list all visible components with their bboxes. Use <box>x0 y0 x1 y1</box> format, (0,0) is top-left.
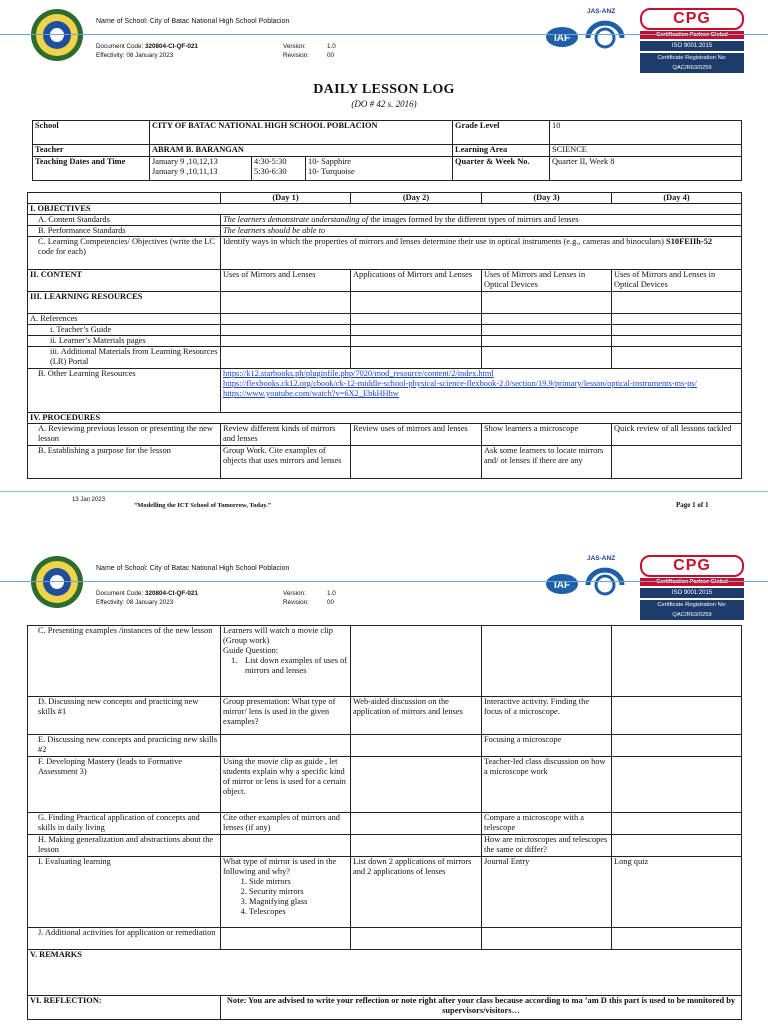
cert-registration <box>640 53 744 73</box>
competencies-text: Identify ways in which the properties of mirrors and lenses determine their use in optical instruments (e.g., cameras and binoculars) <box>223 237 667 246</box>
page-subtitle: (DO # 42 s. 2016) <box>351 99 417 109</box>
resource-link-1[interactable]: https://k12.starbooks.ph/pluginfile.php/7020/mod_resource/content/2/index.html <box>223 369 494 378</box>
learners-pages-label: ii. Learner’s Materials pages <box>28 336 221 347</box>
learning-area-label: Learning Area <box>453 145 550 157</box>
additional-materials-label: iii. Additional Materials from Learning Resources (LR) Portal <box>28 347 221 369</box>
content-day2: Applications of Mirrors and Lenses <box>351 270 482 292</box>
cert-reg-value: QAC/R63/0259 <box>672 65 712 71</box>
procedure-i-day3: Journal Entry <box>482 857 612 928</box>
content-heading: II. CONTENT <box>28 270 221 292</box>
jas-anz-text: JAS-ANZ <box>587 555 616 562</box>
procedure-j-label: J. Additional activities for application or remediation <box>28 928 221 950</box>
version-block <box>283 42 336 60</box>
cert-reg-value: QAC/R63/0259 <box>672 612 712 618</box>
procedure-g-day3: Compare a microscope with a telescope <box>482 813 612 835</box>
version-block <box>283 589 336 607</box>
procedure-i-day1 <box>221 857 351 928</box>
doc-code-value: 320804-CI-QF-021 <box>145 590 198 597</box>
header-divider <box>0 581 768 582</box>
day3-header: (Day 3) <box>482 193 612 204</box>
other-resources-links <box>221 369 742 413</box>
list-item: 2. Security mirrors <box>249 887 348 897</box>
time-line-1: 4:30-5:30 <box>254 157 287 166</box>
cert-reg-label: Certificate Registration No: <box>657 55 727 61</box>
document-code <box>96 589 198 607</box>
procedure-f-label: F. Developing Mastery (leads to Formative Assessment 3) <box>28 757 221 813</box>
competencies-label: C. Learning Competencies/ Objectives (write the LC code for each) <box>28 237 221 270</box>
cert-registration <box>640 600 744 620</box>
procedure-c-day1-item-text: List down examples of uses of mirrors and lenses <box>245 656 348 675</box>
procedure-c-day1 <box>221 626 351 697</box>
procedure-g-day1: Cite other examples of mirrors and lenses (if any) <box>221 813 351 835</box>
cpg-subtitle: Certification Partner Global <box>640 578 744 586</box>
page2-header <box>0 547 768 629</box>
references-label: A. References <box>28 314 221 325</box>
cert-reg-label: Certificate Registration No: <box>657 602 727 608</box>
footer-divider <box>0 491 768 492</box>
quarter-value: Quarter II, Week 8 <box>550 157 742 181</box>
resource-link-3[interactable]: https://www.youtube.com/watch?v=6X2_EbkHHhw <box>223 389 399 398</box>
procedure-f-day3: Teacher-led class discussion on how a microscope work <box>482 757 612 813</box>
list-item: 3. Magnifying glass <box>249 897 348 907</box>
teacher-label: Teacher <box>33 145 150 157</box>
resources-heading: III. LEARNING RESOURCES <box>28 292 221 314</box>
content-day3: Uses of Mirrors and Lenses in Optical Devices <box>482 270 612 292</box>
school-name-text: Name of School: City of Batac National High School Poblacion <box>96 18 290 25</box>
version-label: Version: <box>283 43 306 50</box>
list-item: 4. Telescopes <box>249 907 348 917</box>
document-code <box>96 42 198 60</box>
procedure-a-day2: Review uses of mirrors and lenses <box>351 424 482 446</box>
procedure-c-day1-item <box>223 656 348 676</box>
iaf-logo-icon <box>545 573 579 595</box>
jas-anz-logo-icon <box>580 561 630 599</box>
reflection-heading: VI. REFLECTION: <box>28 996 221 1020</box>
procedure-i-label: I. Evaluating learning <box>28 857 221 928</box>
iso-badge: ISO 9001:2015 <box>640 41 744 51</box>
day2-header: (Day 2) <box>351 193 482 204</box>
procedure-c-day1-text: Learners will watch a movie clip (Group work) <box>223 626 333 645</box>
procedure-d-day3: Interactive activity. Finding the focus of a microscope. <box>482 697 612 735</box>
cpg-subtitle: Certification Partner Global <box>640 31 744 39</box>
content-standards-label: A. Content Standards <box>28 215 221 226</box>
procedure-c-day1-guide: Guide Question: <box>223 646 279 655</box>
doc-code-value: 320804-CI-QF-021 <box>145 43 198 50</box>
grade-value: 10 <box>550 121 742 145</box>
effectivity-text: Effectivity: 08 January 2023 <box>96 52 174 59</box>
time-value <box>252 157 306 181</box>
list-number: 1. <box>231 656 238 665</box>
teachers-guide-label: i. Teacher’s Guide <box>28 325 221 336</box>
school-value: CITY OF BATAC NATIONAL HIGH SCHOOL POBLACION <box>150 121 453 145</box>
procedure-e-day3: Focusing a microscope <box>482 735 612 757</box>
school-label: School <box>33 121 150 145</box>
procedure-i-day1-text: What type of mirror is used in the following and why? <box>223 857 337 876</box>
procedure-a-label: A. Reviewing previous lesson or presenting the new lesson <box>28 424 221 446</box>
procedure-i-day4: Long quiz <box>612 857 742 928</box>
doc-code-label: Document Code: <box>96 590 146 597</box>
list-item: 1. Side mirrors <box>249 877 348 887</box>
content-day1: Uses of Mirrors and Lenses <box>221 270 351 292</box>
procedure-h-label: H. Making generalization and abstractions about the lesson <box>28 835 221 857</box>
page-header <box>0 0 768 82</box>
quarter-label: Quarter & Week No. <box>453 157 550 181</box>
dates-line-1: January 9 ,10,12,13 <box>152 157 218 166</box>
section-line-1: 10- Sapphire <box>308 157 352 166</box>
cpg-badge <box>640 555 744 621</box>
procedure-a-day1: Review different kinds of mirrors and lenses <box>221 424 351 446</box>
lesson-log-table-page1 <box>27 192 742 479</box>
version-label: Version: <box>283 590 306 597</box>
iaf-text: IAF <box>553 33 571 44</box>
school-name-text: Name of School: City of Batac National High School Poblacion <box>96 565 290 572</box>
competencies-code: S10FEIIh-52 <box>666 237 713 246</box>
blank-header-cell <box>28 193 221 204</box>
version-value: 1.0 <box>327 590 336 597</box>
procedure-d-day2: Web-aided discussion on the application of mirrors and lenses <box>351 697 482 735</box>
effectivity-text: Effectivity: 08 January 2023 <box>96 599 174 606</box>
page-title: DAILY LESSON LOG <box>313 82 455 97</box>
jas-anz-logo-icon <box>580 14 630 52</box>
jas-anz-text: JAS-ANZ <box>587 8 616 15</box>
teacher-value: ABRAM B. BARANGAN <box>150 145 453 157</box>
reflection-note: Note: You are advised to write your reflection or note right after your class because according to ma ’am D this part is used to be monitored by supervisors/visitors… <box>221 996 742 1020</box>
procedure-c-label: C. Presenting examples /instances of the new lesson <box>28 626 221 697</box>
grade-label: Grade Level <box>453 121 550 145</box>
learning-area-value: SCIENCE <box>550 145 742 157</box>
footer-page-number: Page 1 of 1 <box>676 501 709 509</box>
school-seal-icon <box>30 555 84 609</box>
version-value: 1.0 <box>327 43 336 50</box>
resource-link-2[interactable]: https://flexbooks.ck12.org/cbook/ck-12-middle-school-physical-science-flexbook-2.0/section/19.9/primary/lesson/optical-instruments-ms-ps/ <box>223 379 697 388</box>
footer-motto: “Modelling the ICT School of Tomorrow, Today.” <box>134 502 272 509</box>
day4-header: (Day 4) <box>612 193 742 204</box>
cpg-logo: CPG <box>640 555 744 577</box>
objectives-heading: I. OBJECTIVES <box>28 204 742 215</box>
procedure-i-day1-list <box>223 877 348 917</box>
iso-badge: ISO 9001:2015 <box>640 588 744 598</box>
procedure-d-label: D. Discussing new concepts and practicing new skills #1 <box>28 697 221 735</box>
procedure-a-day4: Quick review of all lessons tackled <box>612 424 742 446</box>
content-standards-em: The learners demonstrate understanding of <box>223 215 369 224</box>
performance-standards-value: The learners should be able to <box>221 226 742 237</box>
iaf-logo-icon <box>545 26 579 48</box>
procedures-heading: IV. PROCEDURES <box>28 413 742 424</box>
procedure-d-day1: Group presentation: What type of mirror/ lens is used in the given examples? <box>221 697 351 735</box>
procedure-b-label: B. Establishing a purpose for the lesson <box>28 446 221 479</box>
other-resources-label: B. Other Learning Resources <box>28 369 221 413</box>
section-value <box>306 157 453 181</box>
procedure-a-day3: Show learners a microscope <box>482 424 612 446</box>
footer-date: 13 Jan 2023 <box>72 497 106 503</box>
competencies-value <box>221 237 742 270</box>
info-table <box>32 120 742 181</box>
content-day4: Uses of Mirrors and Lenses in Optical Devices <box>612 270 742 292</box>
procedure-i-day2: List down 2 applications of mirrors and 2 applications of lenses <box>351 857 482 928</box>
procedure-g-label: G. Finding Practical application of concepts and skills in daily living <box>28 813 221 835</box>
procedure-b-day3: Ask some learners to locate mirrors and/ or lenses if there are any <box>482 446 612 479</box>
section-line-2: 10- Turquoise <box>308 167 355 176</box>
revision-label: Revision: <box>283 52 309 59</box>
time-line-2: 5:30-6:30 <box>254 167 287 176</box>
procedure-b-day1: Group Work. Cite examples of objects that uses mirrors and lenses <box>221 446 351 479</box>
content-standards-rest: the images formed by the different types of mirrors and lenses <box>368 215 579 224</box>
iaf-text: IAF <box>553 580 571 591</box>
remarks-heading: V. REMARKS <box>28 950 742 996</box>
lesson-log-table-page2 <box>27 625 742 1020</box>
dates-line-2: January 9 ,10,11,13 <box>152 167 218 176</box>
school-seal-icon <box>30 8 84 62</box>
day1-header: (Day 1) <box>221 193 351 204</box>
revision-label: Revision: <box>283 599 309 606</box>
revision-value: 00 <box>327 599 335 606</box>
procedure-h-day3: How are microscopes and telescopes the same or differ? <box>482 835 612 857</box>
header-divider <box>0 34 768 35</box>
teaching-dates-label: Teaching Dates and Time <box>33 157 150 181</box>
revision-value: 00 <box>327 52 335 59</box>
cpg-badge <box>640 8 744 74</box>
performance-standards-label: B. Performance Standards <box>28 226 221 237</box>
content-standards-value <box>221 215 742 226</box>
doc-code-label: Document Code: <box>96 43 146 50</box>
cpg-logo: CPG <box>640 8 744 30</box>
procedure-f-day1: Using the movie clip as guide , let students explain why a specific kind of mirror or lens is used for a certain object. <box>221 757 351 813</box>
procedure-e-label: E. Discussing new concepts and practicing new skills #2 <box>28 735 221 757</box>
teaching-dates-value <box>150 157 252 181</box>
